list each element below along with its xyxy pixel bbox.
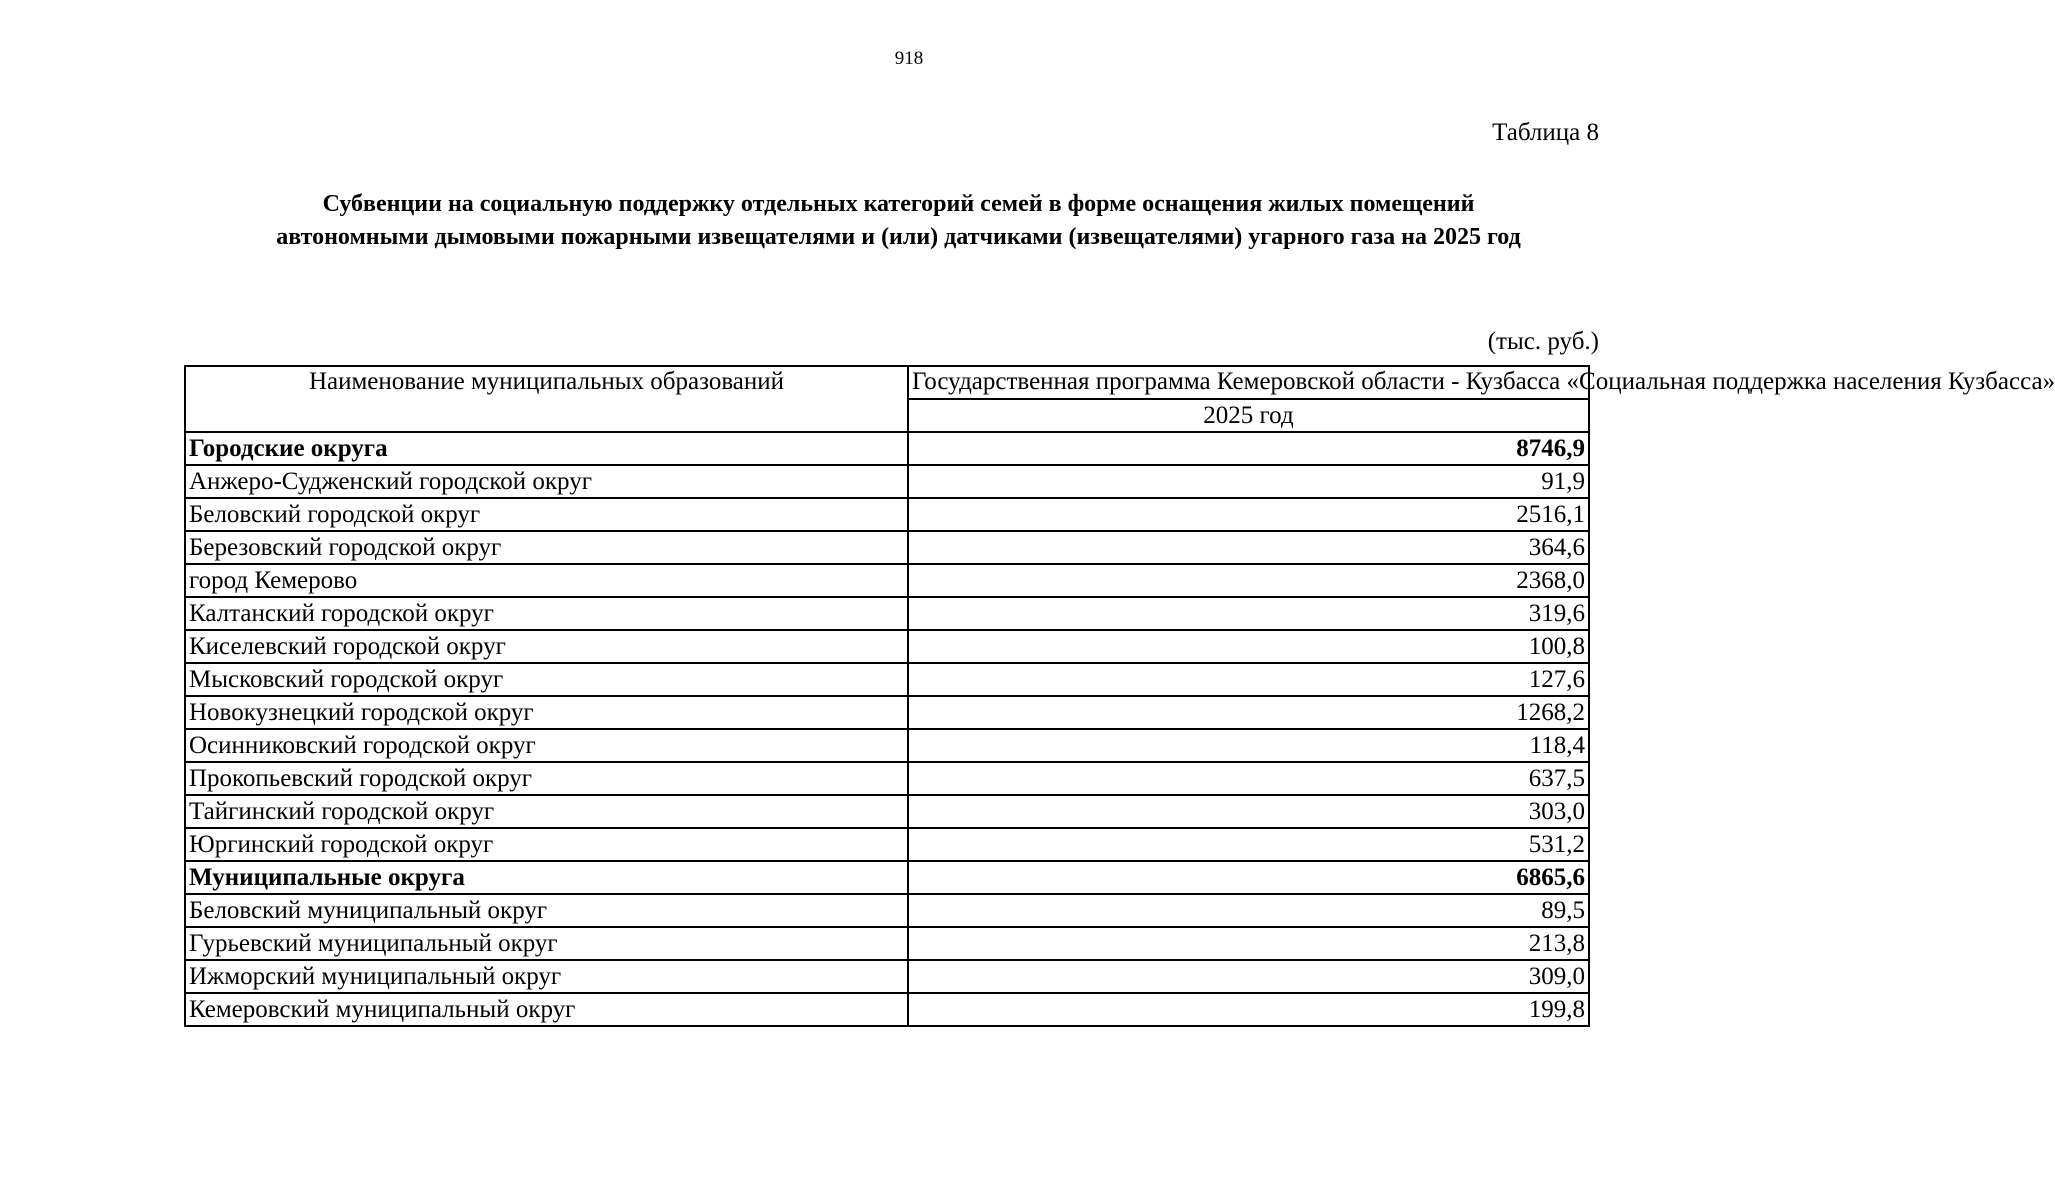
group-name-cell: Городские округа: [185, 432, 908, 465]
municipality-name-cell: Мысковский городской округ: [185, 663, 908, 696]
table-header: [185, 366, 2055, 432]
amount-cell: 309,0: [908, 960, 1589, 993]
municipality-name-cell: Тайгинский городской округ: [185, 795, 908, 828]
table-row: [185, 927, 1589, 960]
municipality-name-cell: Осинниковский городской округ: [185, 729, 908, 762]
table-row: [185, 894, 1589, 927]
amount-cell: 127,6: [908, 663, 1589, 696]
header-state-program: Государственная программа Кемеровской области - Кузбасса «Социальная поддержка населения Кузбасса»: [908, 366, 1589, 399]
municipality-name-cell: Беловский городской округ: [185, 498, 908, 531]
header-year: 2025 год: [908, 399, 1589, 432]
amount-cell: 2368,0: [908, 564, 1589, 597]
table-row: [185, 597, 1589, 630]
amount-cell: 319,6: [908, 597, 1589, 630]
municipality-name-cell: Ижморский муниципальный округ: [185, 960, 908, 993]
table-row: [185, 630, 1589, 663]
group-name-cell: Муниципальные округа: [185, 861, 908, 894]
amount-cell: 637,5: [908, 762, 1589, 795]
table-row: [185, 465, 1589, 498]
table-row: [185, 663, 1589, 696]
table-group-row: [185, 861, 1589, 894]
amount-cell: 303,0: [908, 795, 1589, 828]
amount-cell: 364,6: [908, 531, 1589, 564]
municipality-name-cell: Калтанский городской округ: [185, 597, 908, 630]
table-row: [185, 993, 1589, 1026]
municipality-name-cell: Гурьевский муниципальный округ: [185, 927, 908, 960]
table-row: [185, 729, 1589, 762]
amount-cell: 531,2: [908, 828, 1589, 861]
header-municipality-name: Наименование муниципальных образований: [185, 366, 908, 432]
table-row: [185, 696, 1589, 729]
subventions-table: [184, 365, 2055, 1027]
amount-cell: 1268,2: [908, 696, 1589, 729]
amount-cell: 213,8: [908, 927, 1589, 960]
units-label: (тыс. руб.): [1487, 328, 1599, 355]
amount-cell: 118,4: [908, 729, 1589, 762]
municipality-name-cell: Анжеро-Судженский городской округ: [185, 465, 908, 498]
document-title-line-1: Субвенции на социальную поддержку отдельных категорий семей в форме оснащения жилых помещений: [322, 191, 1475, 217]
table-row: [185, 795, 1589, 828]
amount-cell: 100,8: [908, 630, 1589, 663]
table-row: [185, 762, 1589, 795]
table-group-row: [185, 432, 1589, 465]
amount-cell: 199,8: [908, 993, 1589, 1026]
group-total-cell: 8746,9: [908, 432, 1589, 465]
table-row: [185, 828, 1589, 861]
amount-cell: 2516,1: [908, 498, 1589, 531]
municipality-name-cell: Беловский муниципальный округ: [185, 894, 908, 927]
municipality-name-cell: Кемеровский муниципальный округ: [185, 993, 908, 1026]
municipality-name-cell: Березовский городской округ: [185, 531, 908, 564]
group-total-cell: 6865,6: [908, 861, 1589, 894]
document-title: [180, 188, 1617, 254]
table-row: [185, 531, 1589, 564]
municipality-name-cell: Юргинский городской округ: [185, 828, 908, 861]
amount-cell: 89,5: [908, 894, 1589, 927]
amount-cell: 91,9: [908, 465, 1589, 498]
document-title-line-2: автономными дымовыми пожарными извещателями и (или) датчиками (извещателями) угарного газа на 2025 год: [276, 224, 1521, 250]
municipality-name-cell: город Кемерово: [185, 564, 908, 597]
municipality-name-cell: Новокузнецкий городской округ: [185, 696, 908, 729]
municipality-name-cell: Прокопьевский городской округ: [185, 762, 908, 795]
page-number: 918: [894, 48, 924, 69]
table-row: [185, 498, 1589, 531]
table-label: Таблица 8: [1492, 119, 1599, 146]
table-row: [185, 960, 1589, 993]
municipality-name-cell: Киселевский городской округ: [185, 630, 908, 663]
table-body: [185, 432, 1589, 1026]
table-row: [185, 564, 1589, 597]
